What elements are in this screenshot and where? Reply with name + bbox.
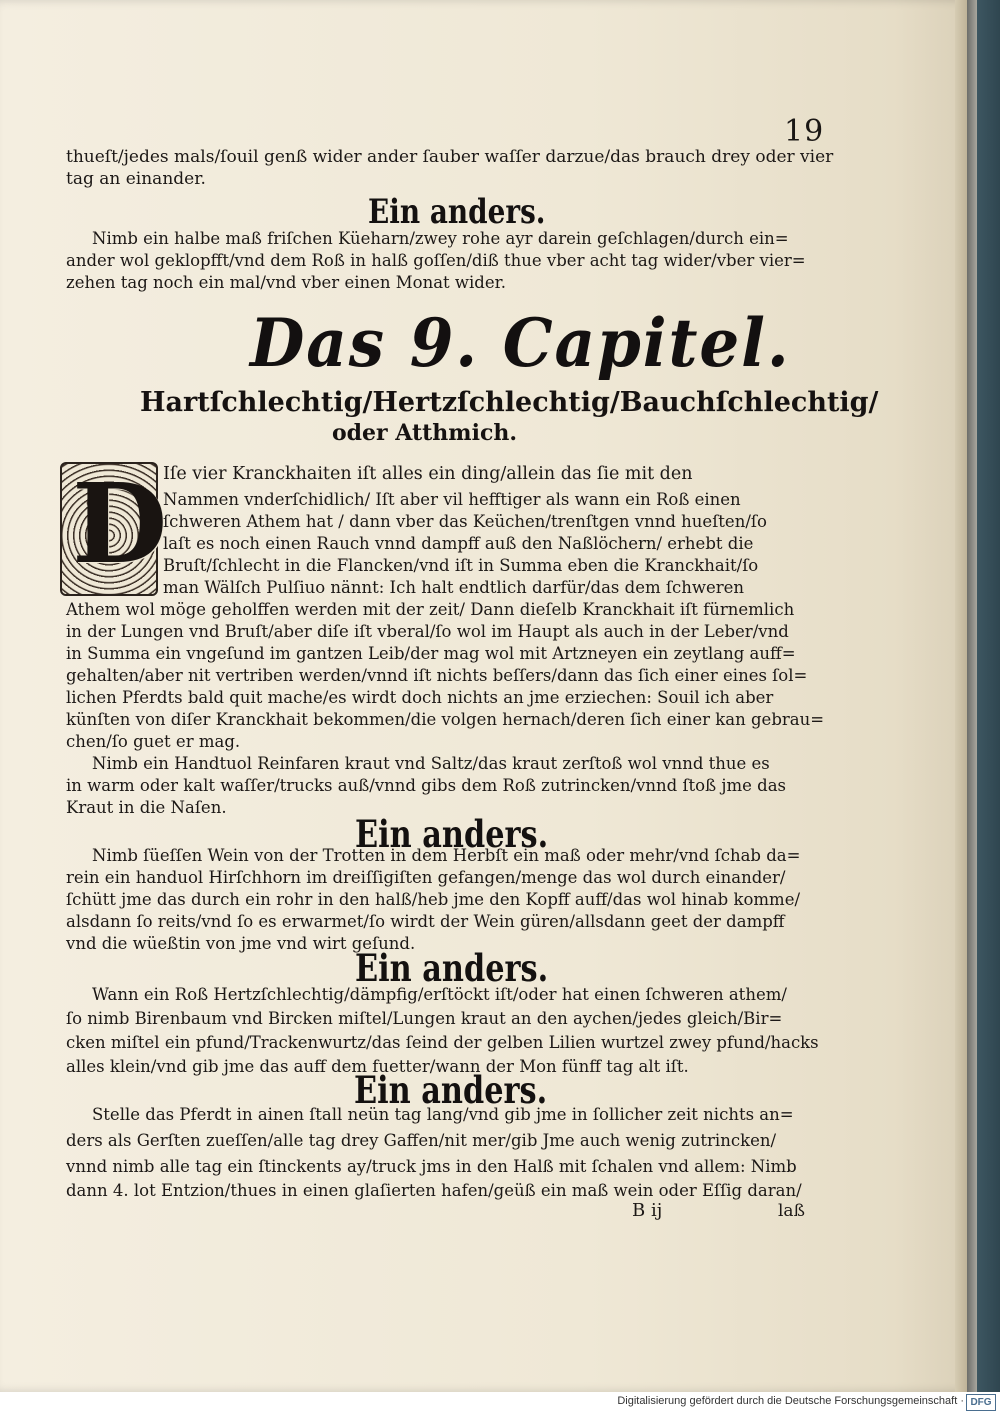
drop-cap-letter: D [72,459,168,588]
chapter-subtitle: Hartſchlechtig/Hertzſchlechtig/Bauchſchlechtig/ [140,387,879,418]
text-line: Iſe vier Kranckhaiten iſt alles ein ding/allein das ſie mit den [163,464,693,484]
footer-bar [0,1392,1000,1413]
text-line: Nammen vnderſchidlich/ Iſt aber vil hefftiger als wann ein Roß einen [163,490,741,509]
text-line: ſo nimb Birenbaum vnd Bircken miſtel/Lungen kraut an den aychen/jedes gleich/Bir= [66,1009,783,1028]
ornamental-drop-cap [60,459,168,596]
text-line: Nimb ein Handtuol Reinfaren kraut vnd Saltz/das kraut zerſtoß wol vnnd thue es [92,754,770,773]
text-line: alsdann ſo reits/vnd ſo es erwarmet/ſo wirdt der Wein güren/allsdann geet der dampff [66,912,785,931]
text-line: dann 4. lot Entzion/thues in einen glaſierten hafen/geüß ein maß wein oder Eſſig daran/ [66,1181,802,1200]
text-line: in warm oder kalt waſſer/trucks auß/vnnd gibs dem Roß zutrincken/vnnd ſtoß jme das [66,776,787,795]
text-line: Kraut in die Naſen. [66,798,227,817]
text-line: zehen tag noch ein mal/vnd vber einen Monat wider. [66,273,506,292]
page-stack-edge [967,0,977,1392]
text-line: tag an einander. [66,169,206,189]
text-line: Nimb ſüeſſen Wein von der Trotten in dem Herbſt ein maß oder mehr/vnd ſchab da= [92,846,801,865]
text-line: in Summa ein vngeſund im gantzen Leib/der mag wol mit Artzneyen ein zeytlang auff= [66,644,796,663]
text-line: Bruſt/ſchlecht in die Flancken/vnd iſt in Summa eben die Kranckhait/ſo [163,556,759,575]
text-line: chen/ſo guet er mag. [66,732,241,751]
text-line: ſchütt jme das durch ein rohr in den halß/heb jme den Kopff auff/das wol hinab komme/ [66,890,801,909]
text-line: in der Lungen vnd Bruſt/aber diſe iſt vberal/ſo wol im Haupt als auch in der Leber/vnd [66,622,789,641]
text-line: cken miſtel ein pfund/Trackenwurtz/das ſeind der gelben Lilien wurtzel zwey pfund/hacks [66,1033,819,1052]
catchword: laß [778,1201,805,1221]
chapter-title: Das 9. Capitel. [250,304,791,382]
text-line: ſchweren Athem hat / dann vber das Keüchen/trenſtgen vnnd hueſten/ſo [163,512,767,531]
section-heading: Ein anders. [355,812,549,856]
background-cover [977,0,1000,1392]
text-line: man Wälſch Pulſiuo nännt: Ich halt endtlich darfür/das dem ſchweren [163,578,744,597]
text-line: vnnd nimb alle tag ein ſtinckents ay/truck jms in den Halß mit ſchalen vnd allem: Nimb [66,1157,797,1176]
dfg-logo: DFG [966,1394,996,1411]
text-line: thueſt/jedes mals/ſouil genß wider ander ſauber waſſer darzue/das brauch drey oder vier [66,147,834,167]
section-heading: Ein anders. [368,192,546,232]
text-line: gehalten/aber nit vertriben werden/vnnd iſt nichts beſſers/dann das ſich einer eines ſol= [66,666,808,685]
text-line: laſt es noch einen Rauch vnnd dampff auß den Naßlöchern/ erhebt die [163,534,754,553]
text-line: ders als Gerſten zueſſen/alle tag drey Gaffen/nit mer/gib Jme auch wenig zutrincken/ [66,1131,777,1150]
text-line: vnd die wüeßtin von jme vnd wirt geſund. [66,934,416,953]
page-number: 19 [784,114,825,149]
text-line: ander wol geklopfft/vnd dem Roß in halß goſſen/diß thue vber acht tag wider/vber vier= [66,251,806,270]
text-line: alles klein/vnd gib jme das auff dem fuetter/wann der Mon fünff tag alt iſt. [66,1057,689,1076]
chapter-subtitle: oder Atthmich. [332,420,517,446]
section-heading: Ein anders. [355,946,549,990]
text-line: rein ein handuol Hirſchhorn im dreiſſigiſten gefangen/menge das wol durch einander/ [66,868,786,887]
funding-credit: Digitalisierung gefördert durch die Deutsche Forschungsgemeinschaft · [617,1395,964,1407]
section-heading: Ein anders. [354,1068,548,1112]
page-edge [955,0,967,1392]
text-line: künſten von diſer Kranckhait bekommen/die volgen hernach/deren ſich einer kan gebrau= [66,710,825,729]
text-line: lichen Pferdts bald quit mache/es wirdt doch nichts an jme erziechen: Souil ich aber [66,688,774,707]
text-line: Stelle das Pferdt in ainen ſtall neün tag lang/vnd gib jme in ſollicher zeit nichts an= [92,1105,794,1124]
signature-mark: B ij [632,1200,663,1221]
text-line: Athem wol möge geholffen werden mit der zeit/ Dann dieſelb Kranckhait iſt fürnemlich [66,600,795,619]
text-line: Wann ein Roß Hertzſchlechtig/dämpfig/erſtöckt iſt/oder hat einen ſchweren athem/ [92,985,787,1004]
text-line: Nimb ein halbe maß friſchen Küeharn/zwey rohe ayr darein geſchlagen/durch ein= [92,229,789,248]
